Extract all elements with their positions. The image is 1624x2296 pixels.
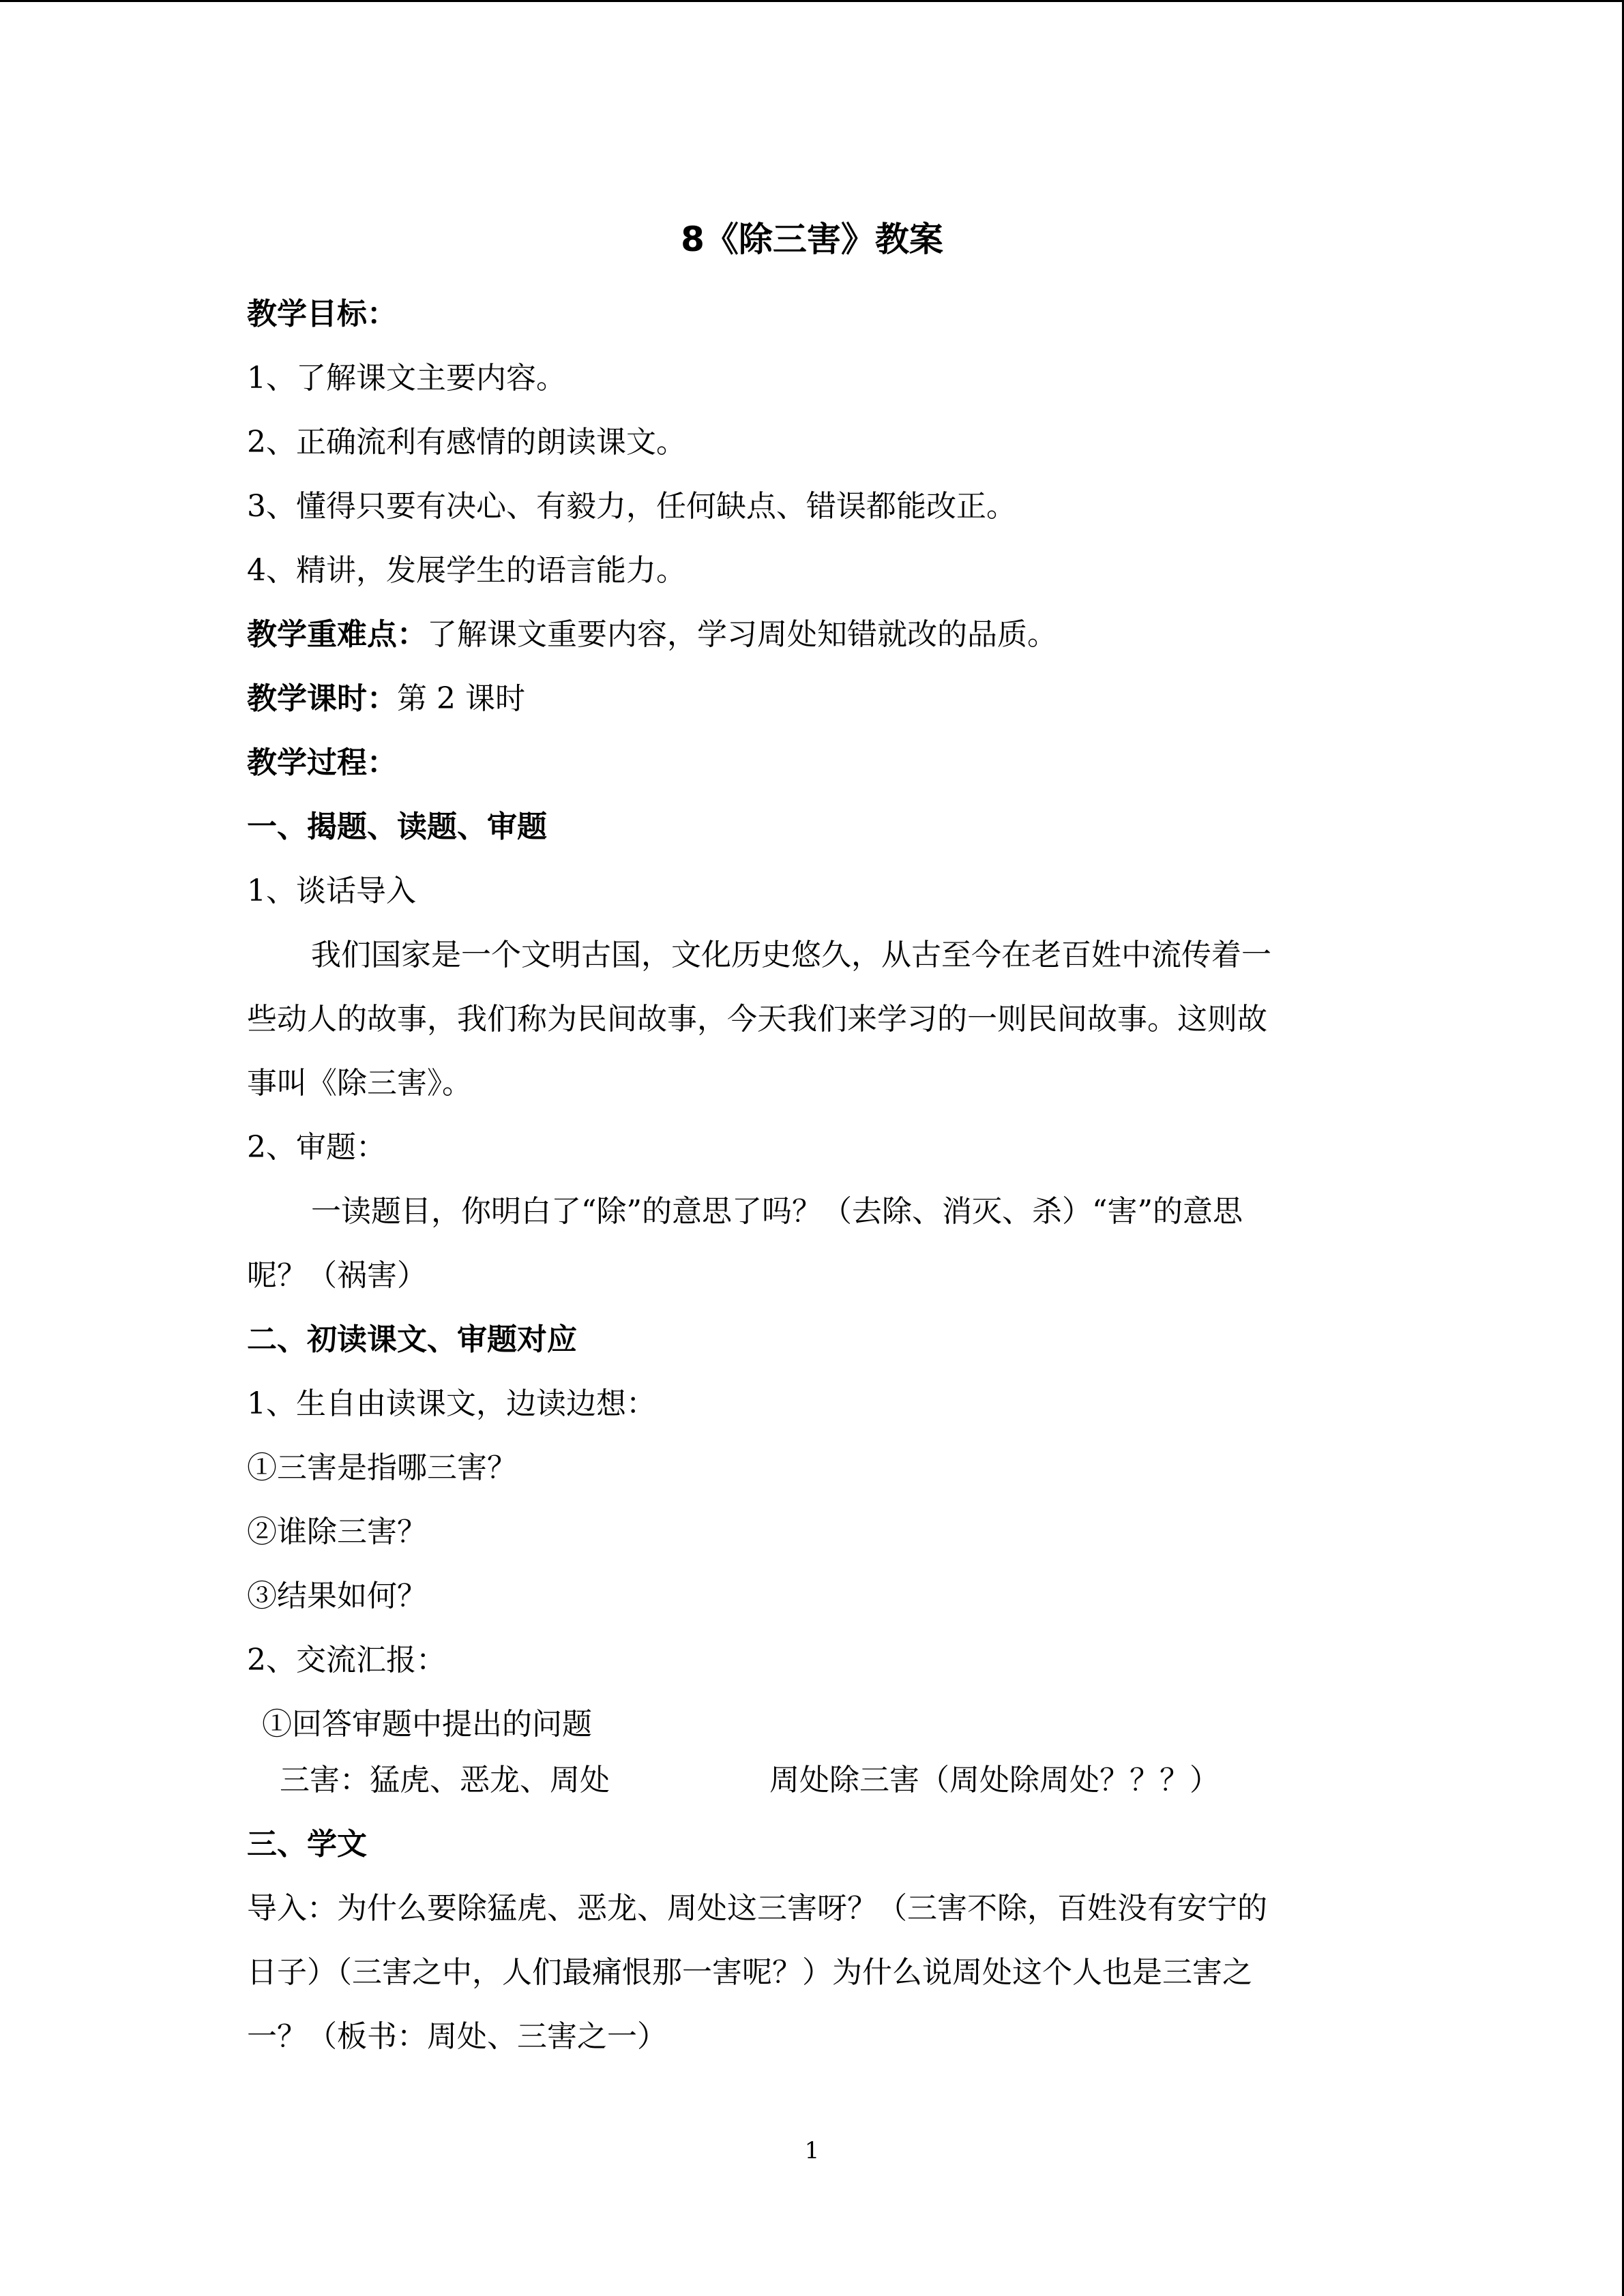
section2-answer-left: 三害：猛虎、恶龙、周处 [280, 1763, 610, 1798]
section1-heading: 一、揭题、读题、审题 [247, 809, 547, 844]
objective-item-3: 3、懂得只要有决心、有毅力，任何缺点、错误都能改正。 [247, 489, 1016, 524]
section3-intro-line2: 日子）（三害之中，人们最痛恨那一害呢？）为什么说周处这个人也是三害之 [247, 1955, 1252, 1990]
section2-item1: 1、生自由读课文，边读边想： [247, 1386, 656, 1421]
section1-para2-line1: 一读题目，你明白了“除”的意思了吗？（去除、消灭、杀）“害”的意思 [311, 1194, 1243, 1229]
key-points-text: 了解课文重要内容，学习周处知错就改的品质。 [427, 617, 1057, 652]
class-hours-text: 第 2 课时 [397, 681, 525, 716]
objective-item-1: 1、了解课文主要内容。 [247, 361, 566, 396]
section1-item1: 1、谈话导入 [247, 874, 416, 908]
section2-answer-intro: ①回答审题中提出的问题 [262, 1707, 592, 1742]
document-title: 8《除三害》教案 [681, 220, 943, 259]
section2-heading: 二、初读课文、审题对应 [247, 1322, 577, 1357]
section2-answer-right: 周处除三害（周处除周处？？？） [769, 1763, 1220, 1798]
section3-intro-line1: 导入：为什么要除猛虎、恶龙、周处这三害呀？（三害不除，百姓没有安宁的 [247, 1891, 1267, 1926]
section2-question-1: ①三害是指哪三害？ [247, 1450, 517, 1485]
section1-para2-line2: 呢？（祸害） [247, 1258, 427, 1293]
key-points-line [247, 606, 1057, 664]
process-heading: 教学过程： [247, 745, 397, 780]
section1-para1-line1: 我们国家是一个文明古国，文化历史悠久，从古至今在老百姓中流传着一 [311, 938, 1271, 972]
section2-item2: 2、交流汇报： [247, 1643, 446, 1678]
page-number: 1 [804, 2137, 820, 2164]
page-border-top [0, 0, 1624, 2]
section2-question-3: ③结果如何？ [247, 1579, 427, 1613]
section3-heading: 三、学文 [247, 1827, 367, 1862]
class-hours-line [247, 670, 525, 728]
key-points-label: 教学重难点： [247, 617, 427, 652]
section2-question-2: ②谁除三害？ [247, 1515, 427, 1549]
objectives-heading: 教学目标： [247, 297, 397, 331]
section1-para1-line3: 事叫《除三害》。 [247, 1066, 472, 1101]
objective-item-2: 2、正确流利有感情的朗读课文。 [247, 425, 686, 460]
objective-item-4: 4、精讲，发展学生的语言能力。 [247, 553, 686, 588]
section1-para1-line2: 些动人的故事，我们称为民间故事，今天我们来学习的一则民间故事。这则故 [247, 1002, 1267, 1037]
class-hours-label: 教学课时： [247, 681, 397, 716]
section1-item2: 2、审题： [247, 1130, 386, 1165]
section3-intro-line3: 一？（板书：周处、三害之一） [247, 2019, 667, 2054]
